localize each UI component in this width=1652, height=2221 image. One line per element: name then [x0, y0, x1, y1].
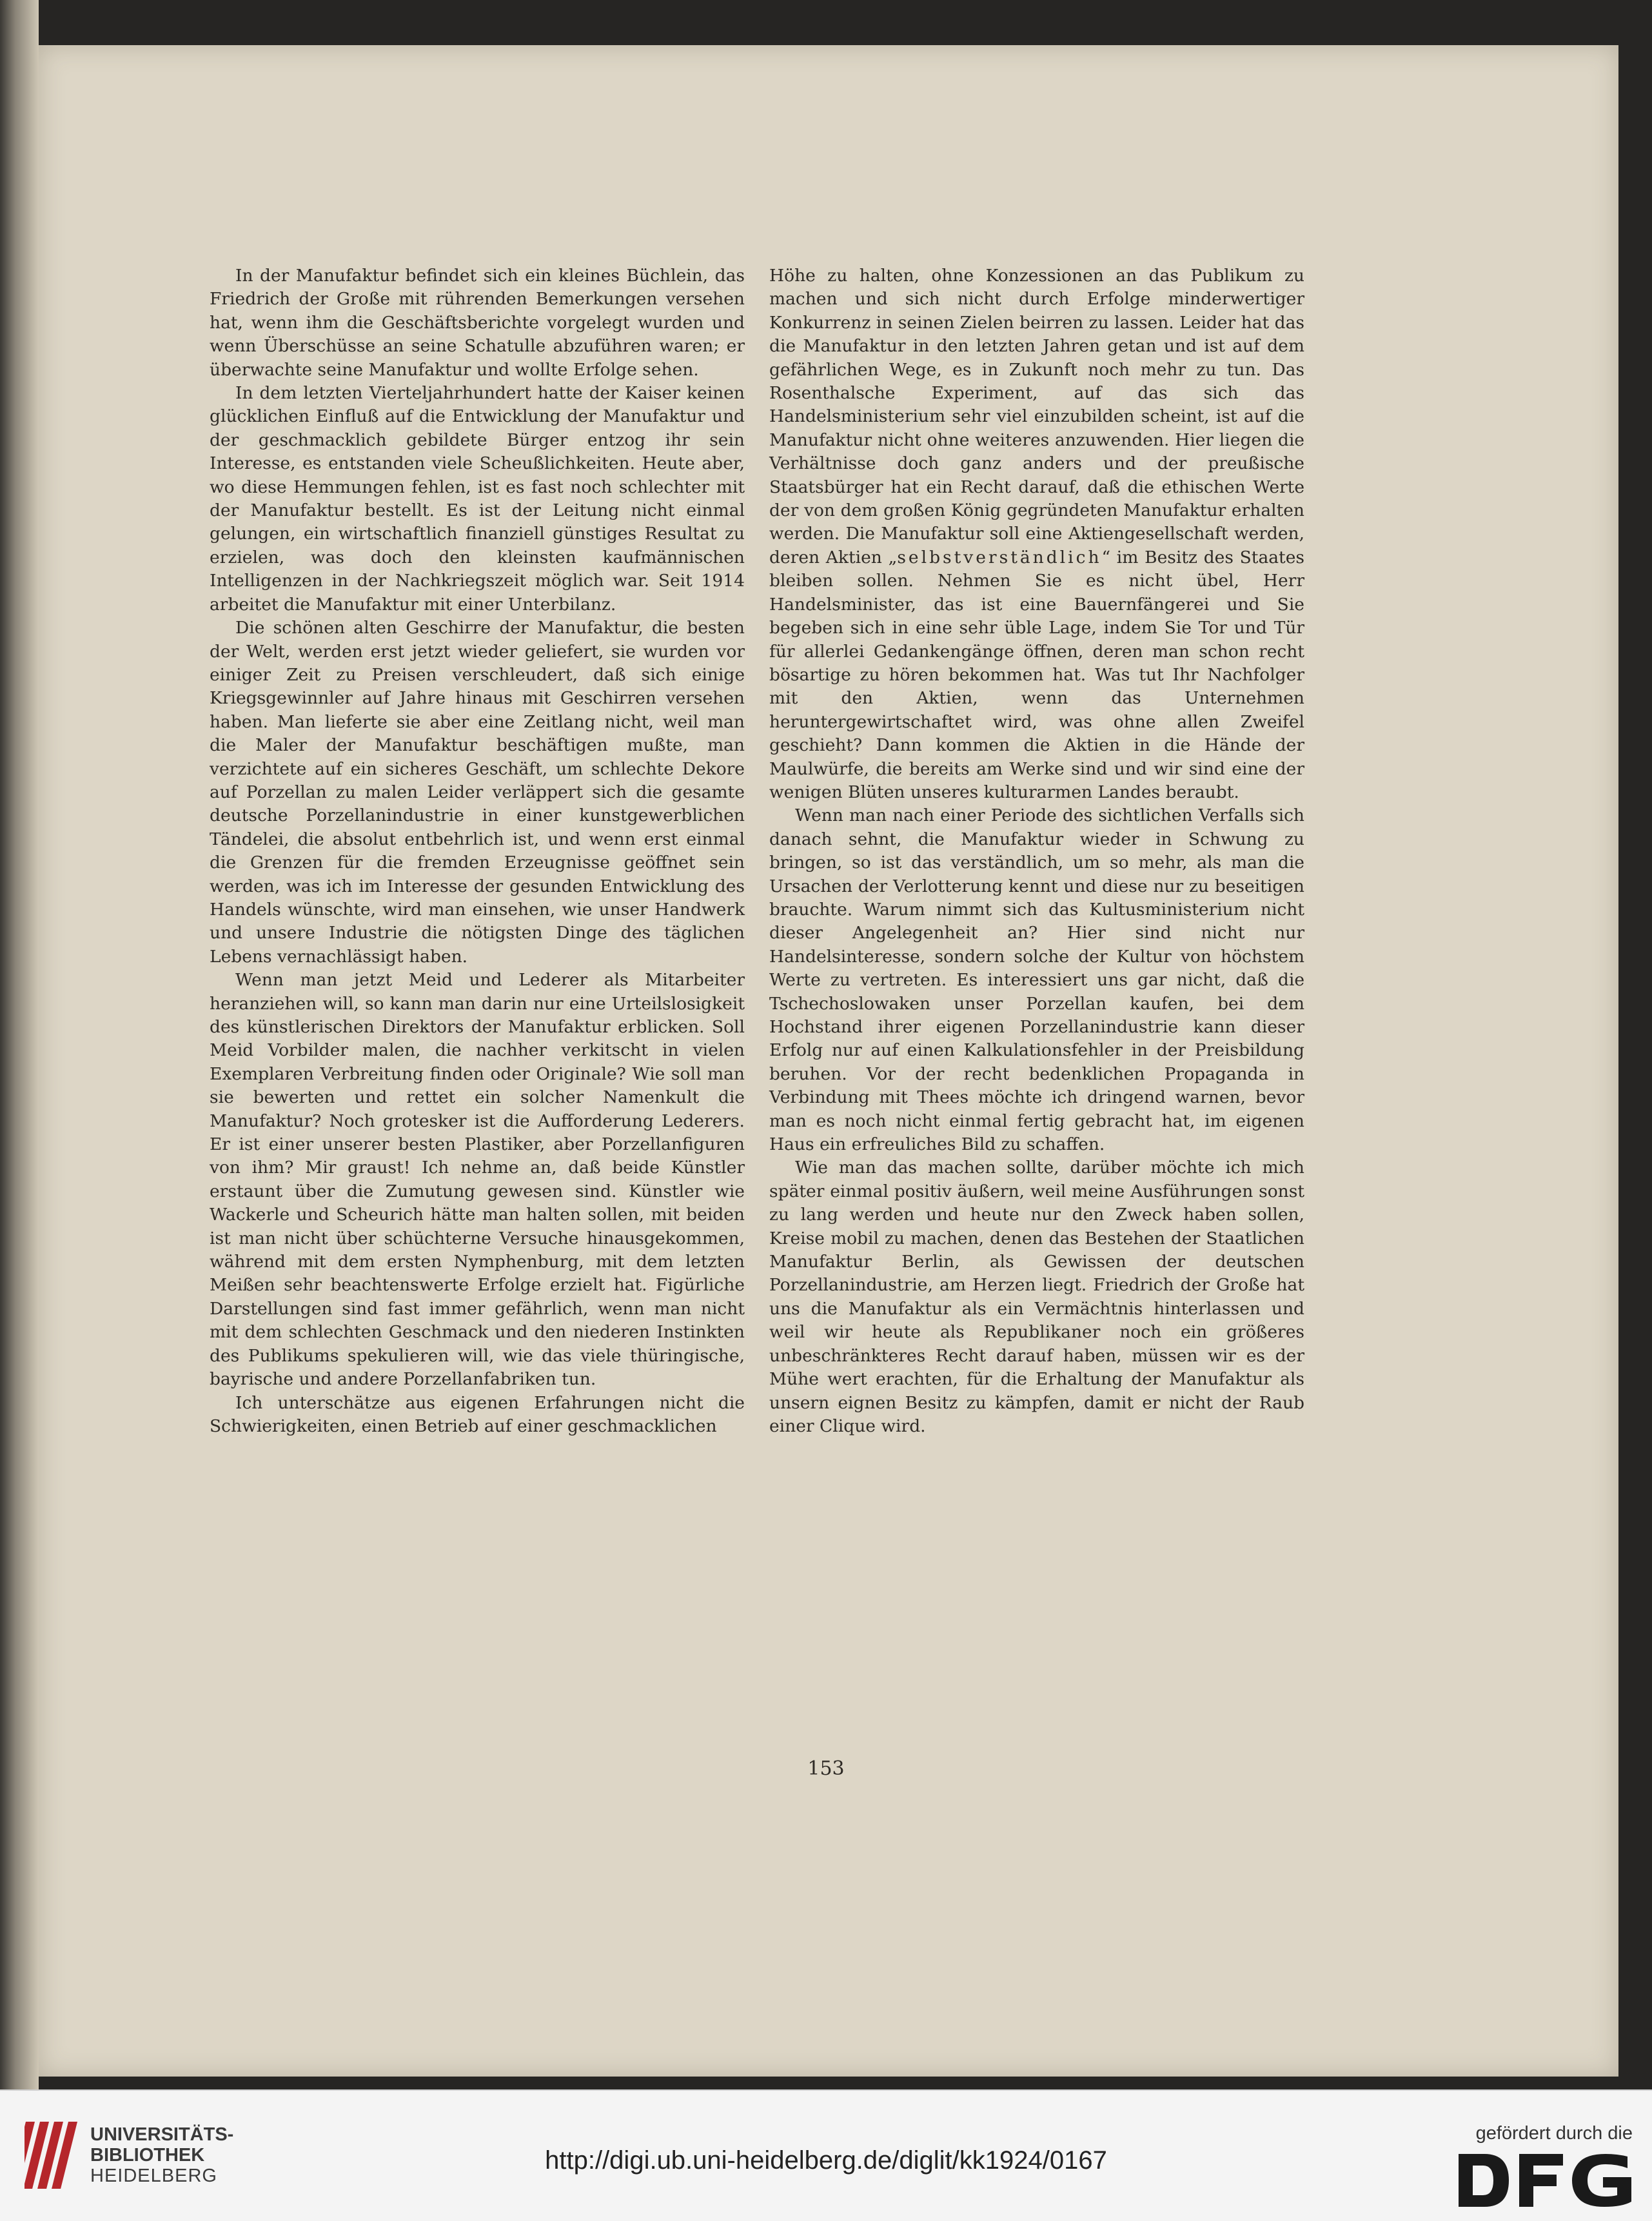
left-text-column — [210, 264, 745, 1438]
right-text-column — [769, 264, 1304, 1438]
viewer-footer — [0, 2089, 1652, 2221]
paragraph: Die schönen alten Geschirre der Manufaktur, die besten der Welt, werden erst jetzt wieder geliefert, sie wurden vor einiger Zeit zu Preisen verschleudert, daß sich einige Kriegsgewinnler auf Jahre hinaus mit Geschirren versehen haben. Man lieferte sie aber eine Zeitlang nicht, weil man die Maler der Manufaktur beschäftigen mußte, man verzichtete auf ein sicheres Geschäft, um schlechte Dekore auf Porzellan zu malen Leider verläppert sich die gesamte deutsche Porzellanindustrie in einer kunstgewerblichen Tändelei, die absolut entbehrlich ist, und wenn erst einmal die Grenzen für die fremden Erzeugnisse geöffnet sein werden, was ich im Interesse der gesunden Entwicklung des Handels wünschte, wird man einsehen, wie unser Handwerk und unsere Industrie die nötigsten Dinge des täglichen Lebens vernachlässigt haben. — [210, 618, 745, 967]
paragraph: In dem letzten Vierteljahrhundert hatte der Kaiser keinen glücklichen Einfluß auf die Entwicklung der Manufaktur und der geschmacklich gebildete Bürger entzog ihr sein Interesse, es entstanden viele Scheußlichkeiten. Heute aber, wo diese Hemmungen fehlen, ist es fast noch schlechter mit der Manufaktur bestellt. Es ist der Leitung nicht einmal gelungen, ein wirtschaftlich finanziell günstiges Resultat zu erzielen, was doch den kleinsten kaufmännischen Intelligenzen in der Nachkriegszeit möglich war. Seit 1914 arbeitet die Manufaktur mit einer Unterbilanz. — [210, 383, 745, 615]
emphasized-word: selbstverständlich — [897, 547, 1102, 568]
paragraph: Wenn man jetzt Meid und Lederer als Mitarbeiter heranziehen will, so kann man darin nur eine Urteilslosigkeit des künstlerischen Direktors der Manufaktur erblicken. Soll Meid Vorbilder malen, die nachher verkitscht in vielen Exemplaren Verbreitung finden oder Originale? Wie soll man sie bewerten und rettet ein solcher Namenkult die Manufaktur? Noch grotesker ist die Aufforderung Lederers. Er ist einer unserer besten Plastiker, aber Porzellanfiguren von ihm? Mir graust! Ich nehme an, daß beide Künstler erstaunt über die Zumutung gewesen sind. Künstler wie Wackerle und Scheurich hätte man halten sollen, mit beiden ist man nicht über schüchterne Versuche hinausgekommen, während mit dem ersten Nymphenburg, mit dem letzten Meißen sehr beachtenswerte Erfolge erzielt hat. Figürliche Darstellungen sind fast immer gefährlich, wenn man nicht mit dem schlechten Geschmack und den niederen Instinkten des Publikums spekulieren will, wie das viele thüringische, bayrische und andere Porzellanfabriken tun. — [210, 970, 745, 1390]
logo-line: HEIDELBERG — [90, 2166, 217, 2186]
paragraph: Wenn man nach einer Periode des sichtlichen Verfalls sich danach sehnt, die Manufaktur wieder in Schwung zu bringen, so ist das verständlich, um so mehr, als man die Ursachen der Verlotterung kennt und diese nur zu beseitigen brauchte. Warum nimmt sich das Kultusministerium nicht dieser Angelegenheit an? Hier sind nicht nur Handelsinteresse, sondern solche der Kultur von höchstem Werte zu vertreten. Es interessiert uns gar nicht, daß die Tschechoslowaken unser Porzellan kaufen, bei dem Hochstand ihrer eigenen Porzellanindustrie kann dieser Erfolg nur auf einen Kalkulationsfehler in der Preisbildung beruhen. Vor der recht bedenklichen Propaganda in Verbindung mit Thees möchte ich dringend warnen, bevor man es noch nicht einmal fertig gebracht hat, im eigenen Haus ein erfreuliches Bild zu schaffen. — [769, 805, 1304, 1155]
logo-line: BIBLIOTHEK — [90, 2145, 205, 2166]
page-number: 153 — [807, 1757, 845, 1780]
funding-caption: gefördert durch die — [1475, 2123, 1633, 2144]
logo-line: UNIVERSITÄTS- — [90, 2124, 234, 2145]
permalink-url[interactable]: http://digi.ub.uni-heidelberg.de/diglit/kk1924/0167 — [545, 2146, 1107, 2175]
paragraph-text: “ im Besitz des Staates bleiben sollen. Nehmen Sie es nicht übel, Herr Handelsminister, das ist eine Bauernfängerei und Sie begeben sich in eine sehr üble Lage, indem Sie Tor und Tür für allerlei Gedankengänge öffnen, deren man schon recht bösartige zu hören bekommen hat. Was tut Ihr Nachfolger mit den Aktien, wenn das Unternehmen heruntergewirtschaftet wird, was ohne allen Zweifel geschieht? Dann kommen die Aktien in die Hände der Maulwürfe, die bereits am Werke sind und wir sind eine der wenigen Blüten unseres kulturarmen Landes beraubt. — [769, 547, 1304, 802]
dfg-logo-icon[interactable] — [1459, 2154, 1633, 2207]
paragraph: Wie man das machen sollte, darüber möchte ich mich später einmal positiv äußern, weil meine Ausführungen sonst zu lang werden und heute nur den Zweck haben sollen, Kreise mobil zu machen, denen das Bestehen der Staatlichen Manufaktur Berlin, als Gewissen der deutschen Porzellanindustrie, am Herzen liegt. Friedrich der Große hat uns die Manufaktur als ein Vermächtnis hinterlassen und weil wir heute als Republikaner noch ein größeres unbeschränkteres Recht darauf haben, müssen wir es der Mühe wert erachten, für die Erhaltung der Manufaktur als unsern eignen Besitz zu kämpfen, damit er nicht der Raub einer Clique wird. — [769, 1158, 1304, 1436]
paragraph — [769, 264, 1304, 804]
paragraph: In der Manufaktur befindet sich ein kleines Büchlein, das Friedrich der Große mit rührenden Bemerkungen versehen hat, wenn ihm die Geschäftsberichte vorgelegt wurden und wenn Überschüsse an seine Schatulle abzuführen waren; er überwachte seine Manufaktur und wollte Erfolge sehen. — [210, 266, 745, 380]
paragraph-text: Höhe zu halten, ohne Konzessionen an das Publikum zu machen und sich nicht durch Erfolge minderwertiger Konkurrenz in seinen Zielen beirren zu lassen. Leider hat das die Manufaktur in den letzten Jahren getan und ist auf dem gefährlichen Wege, es in Zukunft noch mehr zu tun. Das Rosenthalsche Experiment, auf das sich das Handelsministerium sehr viel einzubilden scheint, ist auf die Manufaktur nicht ohne weiteres anzuwenden. Hier liegen die Verhältnisse doch ganz anders und der preußische Staatsbürger hat ein Recht darauf, daß die ethischen Werte der von dem großen König gegründeten Manufaktur erhalten werden. Die Manufaktur soll eine Aktiengesellschaft werden, deren Aktien „ — [769, 266, 1304, 568]
paragraph: Ich unterschätze aus eigenen Erfahrungen nicht die Schwierigkeiten, einen Betrieb auf einer geschmacklichen — [210, 1392, 745, 1436]
